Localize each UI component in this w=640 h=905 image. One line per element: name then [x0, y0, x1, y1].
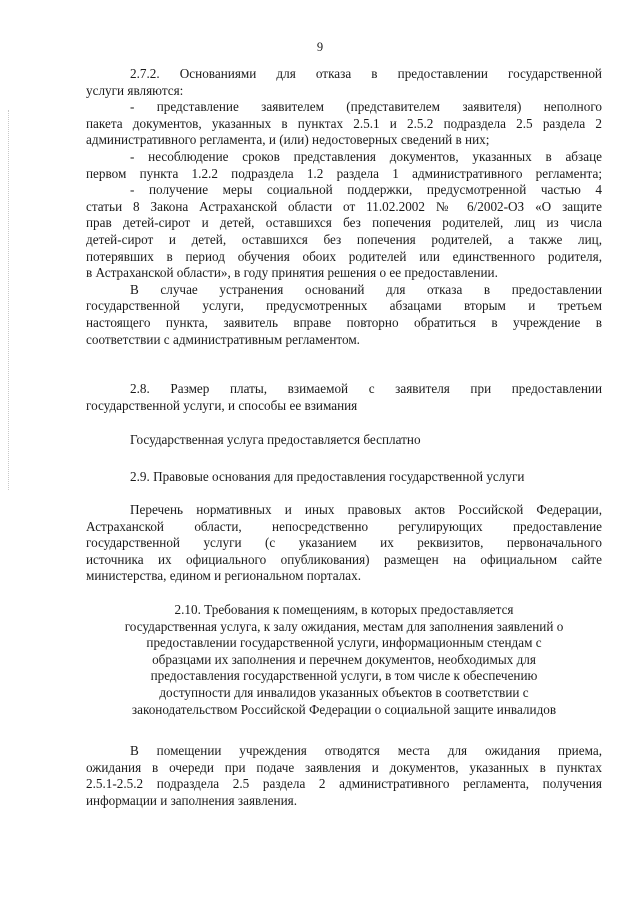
section-2-10-body: [86, 743, 602, 809]
paragraph-line: Астраханской области, непосредственно регулирующих предоставление: [86, 518, 602, 534]
paragraph-line: 2.7.2. Основаниями для отказа в предоставлении государственной: [130, 66, 602, 81]
section-2-7-2: [86, 66, 602, 348]
paragraph-line: соответствии с административным регламентом.: [86, 331, 360, 347]
paragraph-line: настоящего пункта, заявитель вправе повторно обратиться в учреждение в: [86, 314, 602, 330]
heading-line: законодательством Российской Федерации о социальной защите инвалидов: [131, 701, 557, 717]
paragraph-line: государственной услуги (с указанием их реквизитов, первоначального: [86, 535, 602, 551]
paragraph-line: статьи 8 Закона Астраханской области от 11.02.2002 № 6/2002-ОЗ «О защите: [86, 198, 602, 214]
paragraph-line: - получение меры социальной поддержки, предусмотренной частью 4: [130, 182, 602, 198]
section-2-9-body: [86, 502, 602, 585]
heading-line: предоставления государственной услуги, в том числе к обеспечению: [150, 668, 538, 684]
heading-line: предоставлении государственной услуги, информационным стендам с: [146, 635, 542, 651]
paragraph-line: ожидания в очереди при подаче заявления и документов, указанных в пунктах: [86, 759, 602, 775]
paragraph-line: Государственная услуга предоставляется бесплатно: [130, 432, 421, 447]
heading-line: 2.10. Требования к помещениям, в которых предоставляется: [174, 602, 514, 617]
paragraph-line: 2.5.1-2.5.2 подраздела 2.5 раздела 2 административного регламента, получения: [86, 776, 602, 792]
section-2-9-heading: [86, 469, 602, 486]
paragraph-line: источника их официального опубликования) размещен на официальном сайте: [86, 551, 602, 567]
section-2-10-heading: [86, 602, 602, 718]
paragraph-line: государственной услуги, предусмотренных абзацами вторым и третьем: [86, 298, 602, 314]
section-2-8-body: [86, 432, 602, 449]
paragraph-line: в Астраханской области», в году принятия решения о ее предоставлении.: [86, 265, 498, 281]
paragraph-line: - несоблюдение сроков представления документов, указанных в абзаце: [130, 148, 602, 164]
page-number: 9: [316, 40, 324, 54]
paragraph-line: В случае устранения оснований для отказа в предоставлении: [130, 281, 602, 297]
heading-line: 2.8. Размер платы, взимаемой с заявителя при предоставлении: [130, 381, 602, 396]
section-2-8-heading: [86, 381, 602, 414]
paragraph-line: первом пункта 1.2.2 подраздела 1.2 раздела 1 административного регламента;: [86, 165, 602, 181]
paragraph-line: Перечень нормативных и иных правовых актов Российской Федерации,: [130, 502, 602, 517]
heading-line: государственная услуга, к залу ожидания, местам для заполнения заявлений о: [124, 618, 564, 634]
paragraph-line: В помещении учреждения отводятся места для ожидания приема,: [130, 743, 602, 758]
heading-line: образцами их заполнения и перечнем документов, необходимых для: [152, 651, 536, 667]
paragraph-line: детей-сирот и детей, оставшихся без попечения родителей, а также лиц,: [86, 231, 602, 247]
heading-line: доступности для инвалидов указанных объектов в соответствии с: [159, 684, 529, 700]
paragraph-line: административного регламента, и (или) недостоверных сведений в них;: [86, 132, 490, 148]
scan-edge-artifact: [8, 110, 10, 490]
heading-line: государственной услуги, и способы ее взимания: [86, 397, 358, 413]
paragraph-line: информации и заполнения заявления.: [86, 792, 298, 808]
paragraph-line: прав детей-сирот и детей, оставшихся без попечения родителей, лиц из числа: [86, 215, 602, 231]
heading-line: 2.9. Правовые основания для предоставления государственной услуги: [130, 469, 525, 484]
paragraph-line: пакета документов, указанных в пунктах 2.5.1 и 2.5.2 подраздела 2.5 раздела 2: [86, 115, 602, 131]
paragraph-line: услуги являются:: [86, 82, 184, 98]
paragraph-line: - представление заявителем (представителем заявителя) неполного: [130, 99, 602, 115]
paragraph-line: потерявших в период обучения обоих родителей или единственного родителя,: [86, 248, 602, 264]
paragraph-line: министерства, едином и региональном порталах.: [86, 568, 361, 584]
